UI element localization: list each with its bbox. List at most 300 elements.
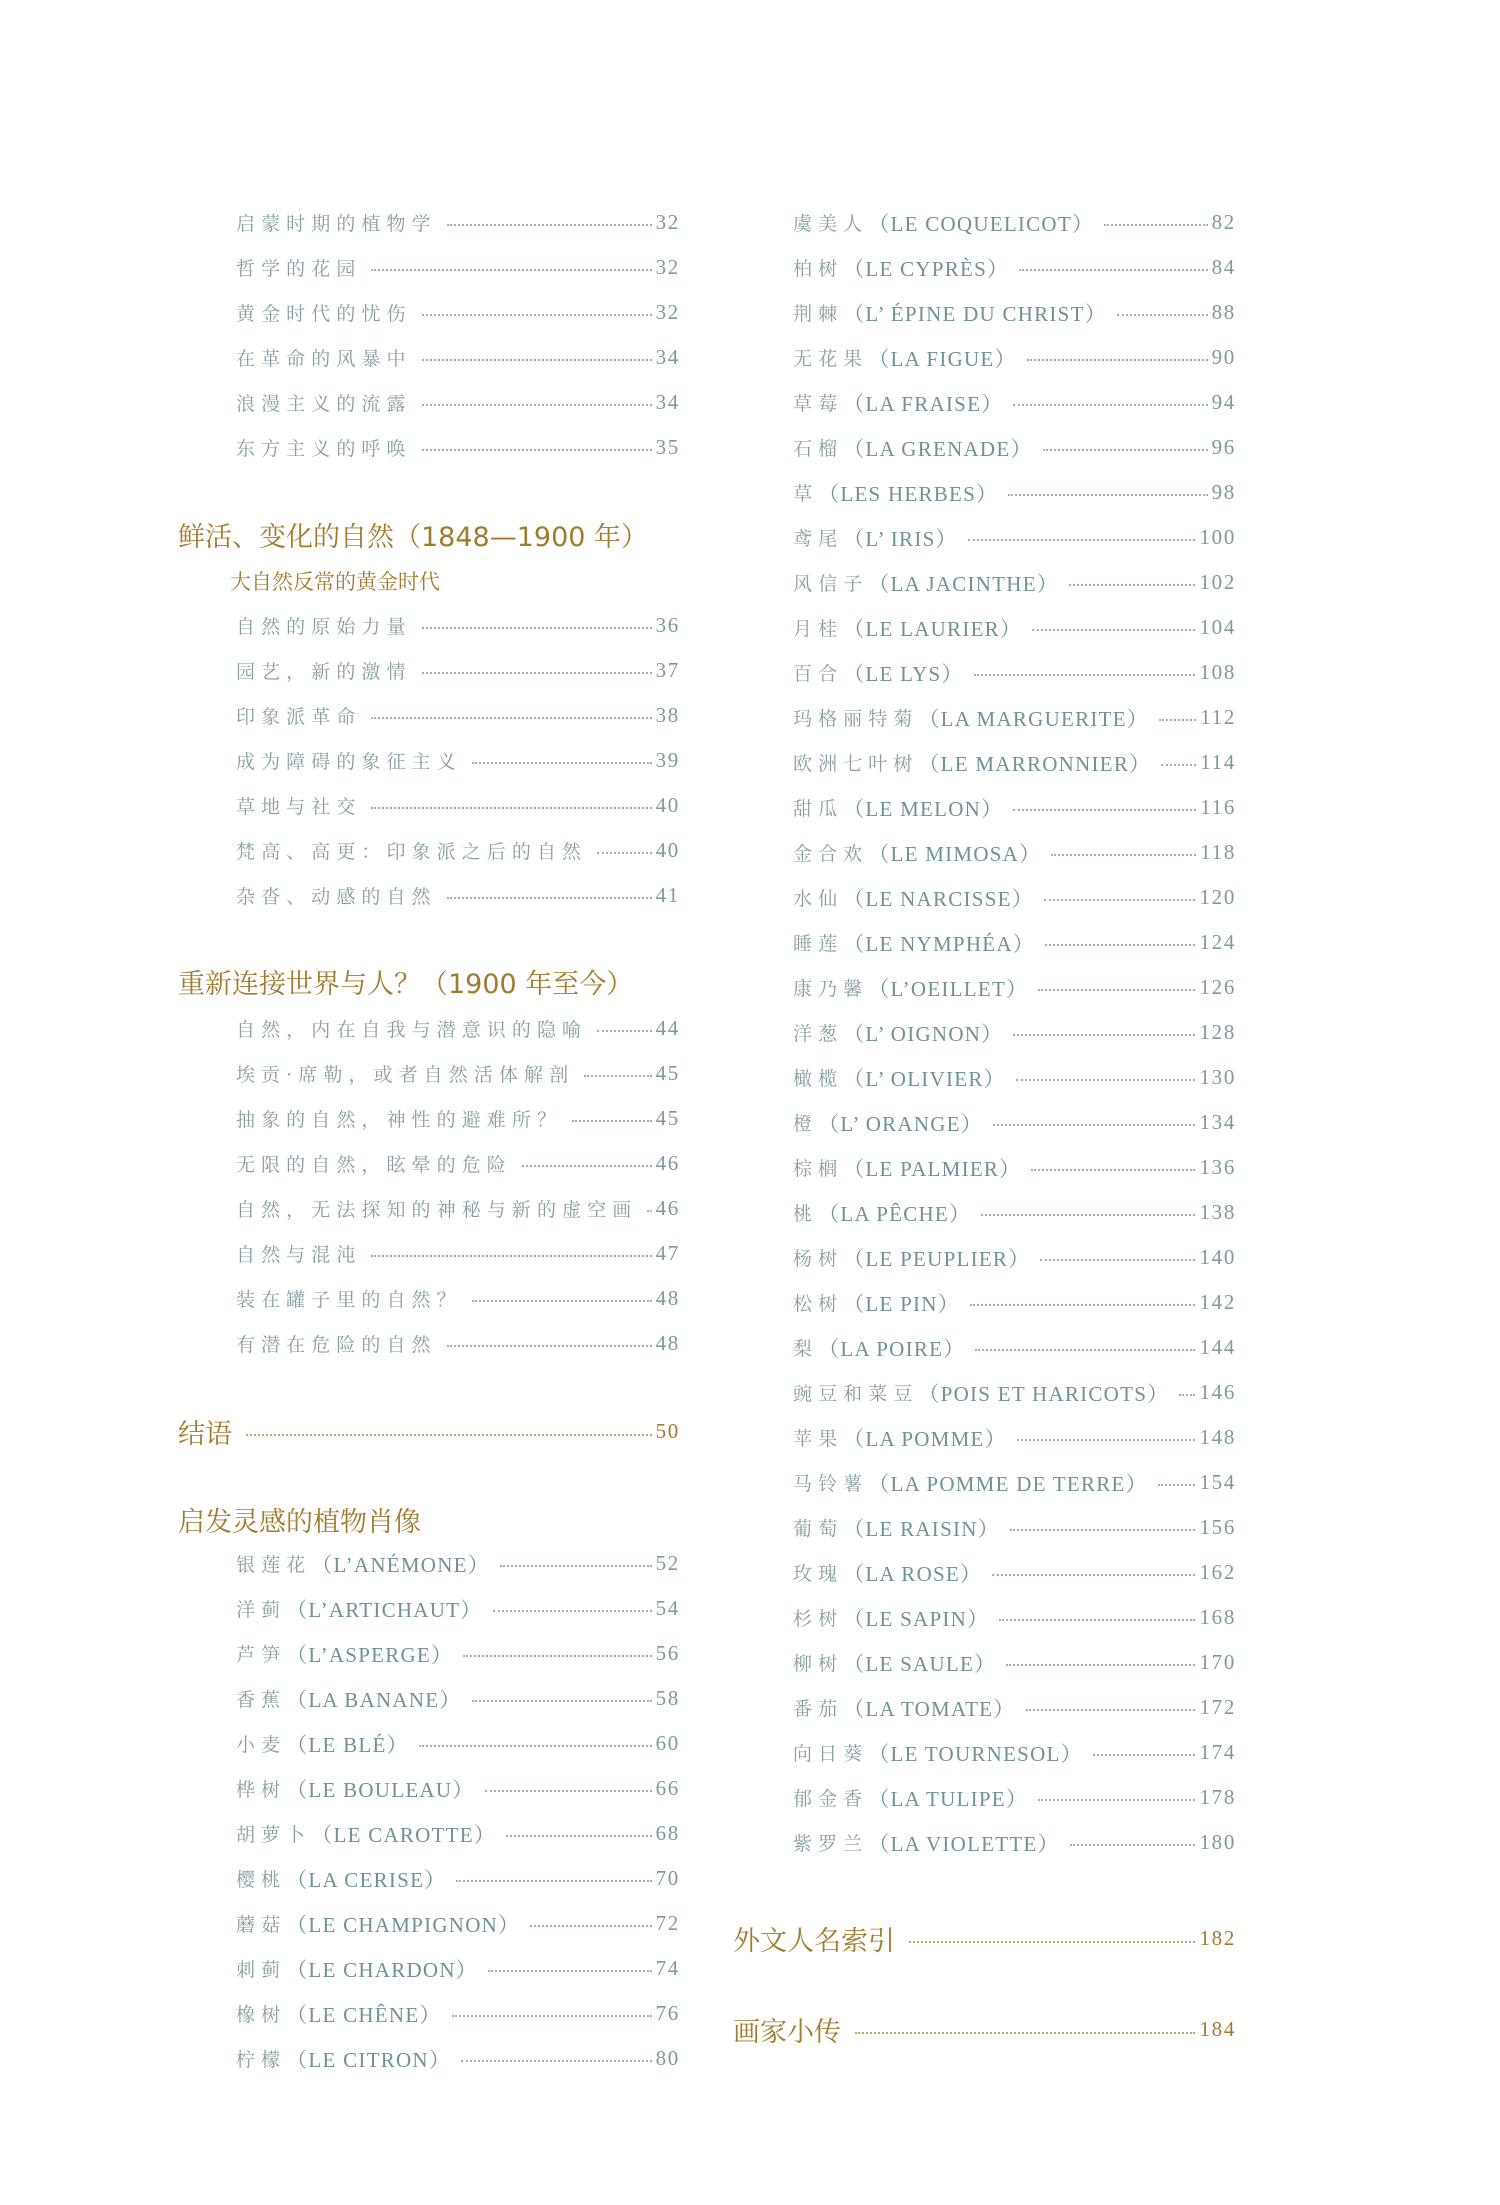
section-title-plant-portraits[interactable]: 启发灵感的植物肖像 xyxy=(178,1507,421,1538)
page-number: 144 xyxy=(1199,1335,1236,1359)
page-number: 180 xyxy=(1199,1830,1236,1854)
dot-leader xyxy=(472,1300,652,1302)
dot-leader xyxy=(999,1619,1195,1621)
entry-chinese-title: 葡萄 xyxy=(793,1518,844,1540)
page-number: 47 xyxy=(655,1241,680,1265)
entry-french-title: （LA BANANE） xyxy=(286,1687,462,1712)
entry-french-title: （LES HERBES） xyxy=(818,481,999,506)
dot-leader xyxy=(422,359,652,361)
page-number: 32 xyxy=(655,300,680,324)
entry-chinese-title: 玛格丽特菊 xyxy=(793,708,919,730)
dot-leader xyxy=(1051,854,1196,856)
dot-leader xyxy=(493,1610,652,1612)
entry-chinese-title: 东方主义的呼唤 xyxy=(236,438,412,460)
toc-entry[interactable] xyxy=(793,1055,1236,1100)
page-number: 46 xyxy=(655,1151,680,1175)
entry-chinese-title: 有潜在危险的自然 xyxy=(236,1334,437,1356)
entry-french-title: （L’ASPERGE） xyxy=(286,1642,454,1667)
dot-leader xyxy=(500,1565,652,1567)
toc-entry[interactable] xyxy=(236,603,680,648)
entry-chinese-title: 柏树 xyxy=(793,258,844,280)
dot-leader xyxy=(422,314,652,316)
page-number: 84 xyxy=(1211,255,1236,279)
toc-entry[interactable] xyxy=(236,335,680,380)
entry-chinese-title: 无花果 xyxy=(793,348,869,370)
entry-chinese-title: 月桂 xyxy=(793,618,844,640)
entry-chinese-title: 马铃薯 xyxy=(793,1473,869,1495)
toc-entry[interactable] xyxy=(793,1640,1236,1685)
dot-leader xyxy=(1179,1394,1195,1396)
toc-entry[interactable] xyxy=(236,828,680,873)
toc-entry[interactable] xyxy=(793,425,1236,470)
toc-entry[interactable] xyxy=(236,693,680,738)
dot-leader xyxy=(975,1349,1195,1351)
toc-entry[interactable] xyxy=(793,380,1236,425)
entry-french-title: （LE BOULEAU） xyxy=(286,1777,475,1802)
page-number: 104 xyxy=(1199,615,1236,639)
entry-chinese-title: 杨树 xyxy=(793,1248,844,1270)
entry-chinese-title: 橡树 xyxy=(236,2004,287,2026)
entry-french-title: （LA TULIPE） xyxy=(868,1786,1029,1811)
dot-leader xyxy=(461,2060,652,2062)
entry-french-title: （L’ ORANGE） xyxy=(818,1111,984,1136)
toc-entry[interactable] xyxy=(236,1856,680,1901)
page-number: 146 xyxy=(1199,1380,1236,1404)
page-number: 82 xyxy=(1211,210,1236,234)
dot-leader xyxy=(1008,494,1207,496)
toc-painter-bios[interactable] xyxy=(733,2009,1236,2049)
page-number: 70 xyxy=(655,1866,680,1890)
toc-entry[interactable] xyxy=(793,1820,1236,1865)
dot-leader xyxy=(422,672,652,674)
dot-leader xyxy=(463,1655,651,1657)
page-number: 124 xyxy=(1199,930,1236,954)
entry-chinese-title: 橙 xyxy=(793,1113,819,1135)
dot-leader xyxy=(506,1835,652,1837)
toc-entry[interactable] xyxy=(793,1595,1236,1640)
toc-entry[interactable] xyxy=(793,1325,1236,1370)
page-number: 128 xyxy=(1199,1020,1236,1044)
toc-name-index[interactable] xyxy=(733,1918,1236,1958)
toc-entry[interactable] xyxy=(793,245,1236,290)
entry-chinese-title: 梵高、高更：印象派之后的自然 xyxy=(236,841,588,863)
entry-chinese-title: 洋葱 xyxy=(793,1023,844,1045)
entry-french-title: （LA POMME） xyxy=(843,1426,1007,1451)
toc-entry[interactable] xyxy=(236,1096,680,1141)
entry-chinese-title: 自然，无法探知的神秘与新的虚空画 xyxy=(236,1199,638,1221)
page-number: 172 xyxy=(1199,1695,1236,1719)
dot-leader xyxy=(1013,1034,1195,1036)
page-number: 90 xyxy=(1211,345,1236,369)
page-number: 44 xyxy=(655,1016,680,1040)
toc-entry[interactable] xyxy=(793,650,1236,695)
entry-french-title: （LE MIMOSA） xyxy=(868,841,1042,866)
page-number: 80 xyxy=(655,2046,680,2070)
toc-entry[interactable] xyxy=(793,1505,1236,1550)
entry-chinese-title: 石榴 xyxy=(793,438,844,460)
toc-entry[interactable] xyxy=(236,425,680,470)
entry-french-title: （LE MELON） xyxy=(843,796,1004,821)
entry-french-title: （L’ OIGNON） xyxy=(843,1021,1004,1046)
entry-french-title: （L’ARTICHAUT） xyxy=(286,1597,483,1622)
entry-chinese-title: 胡萝卜 xyxy=(236,1824,312,1846)
toc-conclusion[interactable] xyxy=(178,1411,680,1451)
dot-leader xyxy=(422,404,652,406)
entry-chinese-title: 无限的自然，眩晕的危险 xyxy=(236,1154,512,1176)
entry-chinese-title: 桃 xyxy=(793,1203,819,1225)
entry-french-title: （LA FIGUE） xyxy=(868,346,1017,371)
dot-leader xyxy=(1040,1259,1195,1261)
page-number: 45 xyxy=(655,1106,680,1130)
dot-leader xyxy=(1027,359,1208,361)
dot-leader xyxy=(488,1970,652,1972)
page-number: 168 xyxy=(1199,1605,1236,1629)
page-number: 178 xyxy=(1199,1785,1236,1809)
dot-leader xyxy=(993,1124,1195,1126)
dot-leader xyxy=(472,1700,652,1702)
entry-french-title: （LE PEUPLIER） xyxy=(843,1246,1031,1271)
toc-entry[interactable] xyxy=(236,783,680,828)
entry-french-title: （LE CHARDON） xyxy=(286,1957,479,1982)
dot-leader xyxy=(1070,1844,1196,1846)
toc-entry[interactable] xyxy=(236,380,680,425)
page-number: 170 xyxy=(1199,1650,1236,1674)
toc-entry[interactable] xyxy=(236,1321,680,1366)
dot-leader xyxy=(1006,1664,1195,1666)
page-number: 36 xyxy=(655,613,680,637)
entry-chinese-title: 番茄 xyxy=(793,1698,844,1720)
dot-leader xyxy=(371,269,651,271)
page-number: 138 xyxy=(1199,1200,1236,1224)
toc-entry[interactable] xyxy=(793,965,1236,1010)
entry-french-title: （LA TOMATE） xyxy=(843,1696,1016,1721)
entry-chinese-title: 睡莲 xyxy=(793,933,844,955)
toc-entry[interactable] xyxy=(793,1370,1236,1415)
entry-chinese-title: 埃贡·席勒，或者自然活体解剖 xyxy=(236,1064,575,1086)
page-number: 108 xyxy=(1199,660,1236,684)
dot-leader xyxy=(1019,269,1207,271)
toc-entry[interactable] xyxy=(236,200,680,245)
dot-leader xyxy=(1093,1754,1196,1756)
dot-leader xyxy=(1013,404,1207,406)
dot-leader xyxy=(1158,1484,1196,1486)
toc-entry[interactable] xyxy=(793,830,1236,875)
dot-leader xyxy=(981,1214,1195,1216)
entry-chinese-title: 在革命的风暴中 xyxy=(236,348,412,370)
dot-leader xyxy=(1104,224,1207,226)
entry-chinese-title: 梨 xyxy=(793,1338,819,1360)
dot-leader xyxy=(855,2032,1195,2034)
toc-entry[interactable] xyxy=(793,1280,1236,1325)
entry-chinese-title: 欧洲七叶树 xyxy=(793,753,919,775)
dot-leader xyxy=(597,1030,652,1032)
entry-chinese-title: 荆棘 xyxy=(793,303,844,325)
entry-chinese-title: 杂沓、动感的自然 xyxy=(236,886,437,908)
entry-french-title: （LE RAISIN） xyxy=(843,1516,1000,1541)
entry-chinese-title: 玫瑰 xyxy=(793,1563,844,1585)
entry-chinese-title: 香蕉 xyxy=(236,1689,287,1711)
toc-entry[interactable] xyxy=(793,1190,1236,1235)
entry-chinese-title: 鸢尾 xyxy=(793,528,844,550)
page-number: 88 xyxy=(1211,300,1236,324)
dot-leader xyxy=(1117,314,1208,316)
entry-french-title: （L’ IRIS） xyxy=(843,526,958,551)
page-number: 39 xyxy=(655,748,680,772)
toc-entry[interactable] xyxy=(236,1051,680,1096)
page-number: 41 xyxy=(655,883,680,907)
toc-entry[interactable] xyxy=(236,1676,680,1721)
page-number: 48 xyxy=(655,1286,680,1310)
page-number: 154 xyxy=(1199,1470,1236,1494)
section-title-1900-now[interactable]: 重新连接世界与人？（1900 年至今） xyxy=(178,969,634,1000)
entry-chinese-title: 蘑菇 xyxy=(236,1914,287,1936)
toc-list-plants-c-v xyxy=(793,200,1236,1865)
page-number: 100 xyxy=(1199,525,1236,549)
entry-chinese-title: 哲学的花园 xyxy=(236,258,362,280)
entry-chinese-title: 芦笋 xyxy=(236,1644,287,1666)
entry-french-title: （LA ROSE） xyxy=(843,1561,983,1586)
dot-leader xyxy=(1069,584,1195,586)
toc-entry[interactable] xyxy=(793,515,1236,560)
dot-leader xyxy=(530,1925,651,1927)
entry-french-title: （L’OEILLET） xyxy=(868,976,1029,1001)
toc-entry[interactable] xyxy=(236,1231,680,1276)
page-number: 126 xyxy=(1199,975,1236,999)
dot-leader xyxy=(522,1165,652,1167)
page-number: 37 xyxy=(655,658,680,682)
dot-leader xyxy=(1038,1799,1195,1801)
page-number: 46 xyxy=(655,1196,680,1220)
entry-chinese-title: 豌豆和菜豆 xyxy=(793,1383,919,1405)
dot-leader xyxy=(1032,629,1195,631)
dot-leader xyxy=(1045,944,1195,946)
page-number: 40 xyxy=(655,793,680,817)
entry-french-title: （LA POMME DE TERRE） xyxy=(868,1471,1148,1496)
dot-leader xyxy=(472,762,652,764)
entry-chinese-title: 小麦 xyxy=(236,1734,287,1756)
entry-chinese-title: 抽象的自然，神性的避难所？ xyxy=(236,1109,563,1131)
toc-entry[interactable] xyxy=(236,873,680,918)
dot-leader xyxy=(419,1745,652,1747)
dot-leader xyxy=(452,2015,652,2017)
entry-chinese-title: 棕榈 xyxy=(793,1158,844,1180)
dot-leader xyxy=(970,1304,1195,1306)
toc-entry[interactable] xyxy=(793,695,1236,740)
toc-entry[interactable] xyxy=(236,1811,680,1856)
page-number: 140 xyxy=(1199,1245,1236,1269)
entry-chinese-title: 草 xyxy=(793,483,819,505)
entry-chinese-title: 成为障碍的象征主义 xyxy=(236,751,462,773)
toc-entry[interactable] xyxy=(793,1235,1236,1280)
entry-chinese-title: 风信子 xyxy=(793,573,869,595)
toc-entry[interactable] xyxy=(793,1100,1236,1145)
entry-french-title: （L’ OLIVIER） xyxy=(843,1066,1006,1091)
entry-chinese-title: 装在罐子里的自然？ xyxy=(236,1289,462,1311)
entry-chinese-title: 苹果 xyxy=(793,1428,844,1450)
entry-chinese-title: 金合欢 xyxy=(793,843,869,865)
dot-leader xyxy=(246,1434,652,1436)
toc-entry[interactable] xyxy=(793,920,1236,965)
dot-leader xyxy=(1031,1169,1195,1171)
dot-leader xyxy=(456,1880,651,1882)
entry-french-title: （LE LAURIER） xyxy=(843,616,1023,641)
toc-entry[interactable] xyxy=(236,1586,680,1631)
toc-entry[interactable] xyxy=(236,1721,680,1766)
dot-leader xyxy=(584,1075,651,1077)
dot-leader xyxy=(572,1120,652,1122)
toc-entry[interactable] xyxy=(236,1946,680,1991)
page-number: 52 xyxy=(655,1551,680,1575)
toc-entry[interactable] xyxy=(793,200,1236,245)
toc-entry[interactable] xyxy=(793,740,1236,785)
entry-french-title: （LA GRENADE） xyxy=(843,436,1033,461)
toc-entry[interactable] xyxy=(793,1685,1236,1730)
toc-entry[interactable] xyxy=(236,245,680,290)
toc-entry[interactable] xyxy=(793,1415,1236,1460)
toc-list-1900-now xyxy=(236,1006,680,1366)
page-number: 94 xyxy=(1211,390,1236,414)
entry-chinese-title: 黄金时代的忧伤 xyxy=(236,303,412,325)
entry-french-title: （LA PÊCHE） xyxy=(818,1201,972,1226)
dot-leader xyxy=(371,717,651,719)
dot-leader xyxy=(447,224,652,226)
page-number: 32 xyxy=(655,255,680,279)
page-number: 34 xyxy=(655,390,680,414)
toc-entry[interactable] xyxy=(236,1631,680,1676)
page-number: 45 xyxy=(655,1061,680,1085)
page-number: 32 xyxy=(655,210,680,234)
entry-french-title: （LE SAPIN） xyxy=(843,1606,990,1631)
toc-entry[interactable] xyxy=(793,1550,1236,1595)
section-title-1848-1900[interactable]: 鲜活、变化的自然（1848—1900 年） xyxy=(178,522,649,553)
toc-entry[interactable] xyxy=(793,875,1236,920)
page-number: 156 xyxy=(1199,1515,1236,1539)
dot-leader xyxy=(1161,764,1196,766)
entry-french-title: （POIS ET HARICOTS） xyxy=(918,1381,1170,1406)
toc-entry[interactable] xyxy=(236,1006,680,1051)
page-number: 50 xyxy=(655,1418,680,1443)
toc-entry[interactable] xyxy=(236,1766,680,1811)
entry-french-title: （L’ ÉPINE DU CHRIST） xyxy=(843,301,1107,326)
page-number: 134 xyxy=(1199,1110,1236,1134)
page-number: 66 xyxy=(655,1776,680,1800)
dot-leader xyxy=(992,1574,1195,1576)
toc-entry[interactable] xyxy=(236,290,680,335)
toc-entry[interactable] xyxy=(236,1186,680,1231)
dot-leader xyxy=(371,1255,651,1257)
page-number: 136 xyxy=(1199,1155,1236,1179)
toc-entry[interactable] xyxy=(793,1775,1236,1820)
toc-entry[interactable] xyxy=(236,1541,680,1586)
toc-entry[interactable] xyxy=(236,648,680,693)
toc-entry[interactable] xyxy=(793,1730,1236,1775)
entry-french-title: （LE NARCISSE） xyxy=(843,886,1034,911)
page-number: 48 xyxy=(655,1331,680,1355)
page-number: 38 xyxy=(655,703,680,727)
toc-entry[interactable] xyxy=(793,605,1236,650)
dot-leader xyxy=(447,1345,652,1347)
toc-entry[interactable] xyxy=(793,785,1236,830)
page-number: 120 xyxy=(1199,885,1236,909)
toc-entry[interactable] xyxy=(236,1276,680,1321)
toc-entry[interactable] xyxy=(793,335,1236,380)
dot-leader xyxy=(647,1210,651,1212)
entry-chinese-title: 松树 xyxy=(793,1293,844,1315)
page-number: 116 xyxy=(1200,795,1236,819)
dot-leader xyxy=(974,674,1196,676)
page-number: 142 xyxy=(1199,1290,1236,1314)
page-number: 114 xyxy=(1200,750,1236,774)
dot-leader xyxy=(1159,719,1196,721)
toc-entry[interactable] xyxy=(793,1460,1236,1505)
toc-entry[interactable] xyxy=(793,1145,1236,1190)
toc-entry[interactable] xyxy=(236,738,680,783)
entry-french-title: （LE CAROTTE） xyxy=(311,1822,497,1847)
dot-leader xyxy=(1010,1529,1196,1531)
entry-french-title: （LE CHÊNE） xyxy=(286,2002,442,2027)
dot-leader xyxy=(371,807,651,809)
entry-french-title: （LE NYMPHÉA） xyxy=(843,931,1036,956)
entry-chinese-title: 柳树 xyxy=(793,1653,844,1675)
toc-entry[interactable] xyxy=(236,1141,680,1186)
entry-chinese-title: 自然，内在自我与潜意识的隐喻 xyxy=(236,1019,588,1041)
toc-entry[interactable] xyxy=(236,1901,680,1946)
entry-french-title: （LE COQUELICOT） xyxy=(868,211,1095,236)
page-number: 35 xyxy=(655,435,680,459)
toc-entry[interactable] xyxy=(793,470,1236,515)
section-subtitle[interactable]: 大自然反常的黄金时代 xyxy=(230,570,440,594)
toc-entry[interactable] xyxy=(793,290,1236,335)
dot-leader xyxy=(968,539,1196,541)
entry-french-title: （LA CERISE） xyxy=(286,1867,447,1892)
entry-chinese-title: 自然的原始力量 xyxy=(236,616,412,638)
index-title: 外文人名索引 xyxy=(733,1925,895,1957)
page-number: 182 xyxy=(1199,1925,1236,1950)
page-number: 184 xyxy=(1199,2016,1236,2041)
entry-french-title: （LE LYS） xyxy=(843,661,964,686)
toc-entry[interactable] xyxy=(793,560,1236,605)
page-number: 56 xyxy=(655,1641,680,1665)
entry-french-title: （L’ANÉMONE） xyxy=(311,1552,490,1577)
entry-french-title: （LA FRAISE） xyxy=(843,391,1004,416)
dot-leader xyxy=(1043,449,1208,451)
toc-list-enlightenment xyxy=(236,200,680,470)
toc-entry[interactable] xyxy=(236,1991,680,2036)
page-number: 74 xyxy=(655,1956,680,1980)
entry-chinese-title: 桦树 xyxy=(236,1779,287,1801)
page-number: 58 xyxy=(655,1686,680,1710)
page-number: 60 xyxy=(655,1731,680,1755)
toc-entry[interactable] xyxy=(793,1010,1236,1055)
entry-french-title: （LE BLÉ） xyxy=(286,1732,409,1757)
page-number: 102 xyxy=(1199,570,1236,594)
toc-entry[interactable] xyxy=(236,2036,680,2081)
dot-leader xyxy=(1013,809,1196,811)
dot-leader xyxy=(1044,899,1195,901)
dot-leader xyxy=(1026,1709,1196,1711)
page-number: 98 xyxy=(1211,480,1236,504)
page-number: 148 xyxy=(1199,1425,1236,1449)
page-number: 76 xyxy=(655,2001,680,2025)
page-number: 118 xyxy=(1200,840,1236,864)
entry-chinese-title: 水仙 xyxy=(793,888,844,910)
dot-leader xyxy=(447,897,652,899)
entry-chinese-title: 甜瓜 xyxy=(793,798,844,820)
entry-chinese-title: 草莓 xyxy=(793,393,844,415)
entry-chinese-title: 向日葵 xyxy=(793,1743,869,1765)
entry-french-title: （LA POIRE） xyxy=(818,1336,966,1361)
page-number: 34 xyxy=(655,345,680,369)
